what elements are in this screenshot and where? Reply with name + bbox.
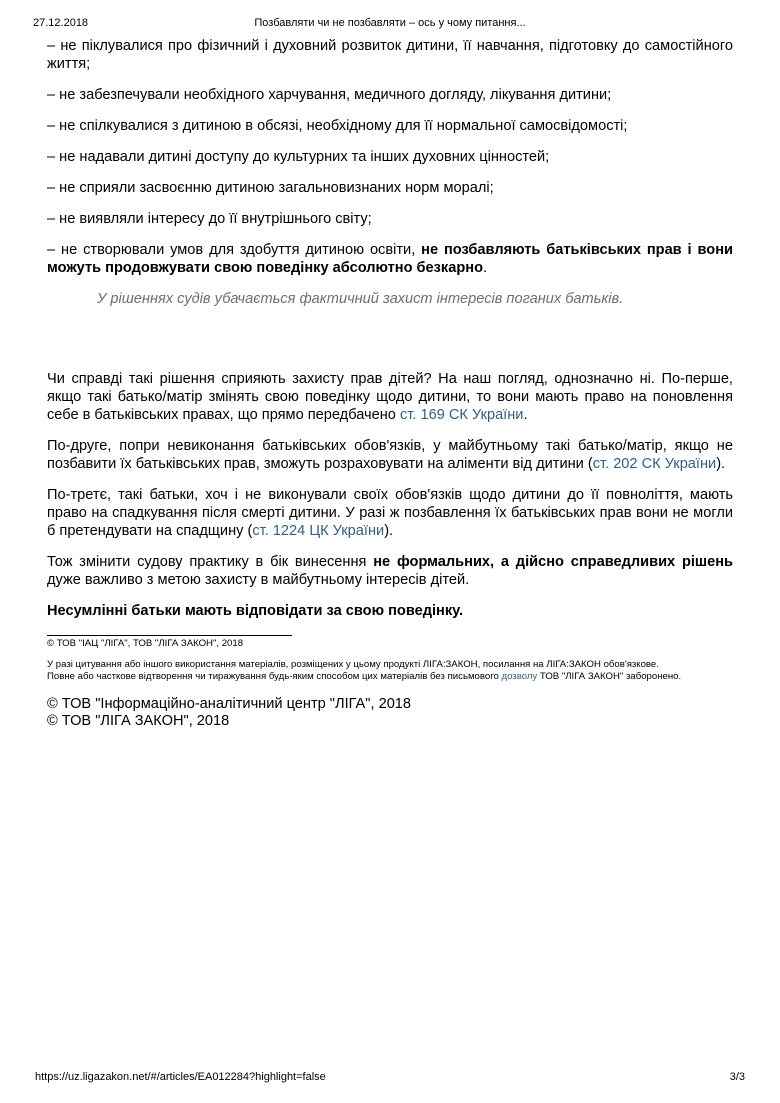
list-item: – не сприяли засвоєнню дитиною загальновизнаних норм моралі; [47,180,494,196]
paragraph-text: Тож змінити судову практику в бік винесення [47,554,374,570]
print-url: https://uz.ligazakon.net/#/articles/EA012284?highlight=false [35,1071,326,1083]
paragraph-text: Чи справді такі рішення сприяють захисту прав дітей? На наш погляд, однозначно ні. По-перше, якщо такі батько/матір змінять свою поведінку щодо дитини, то вони мають право на поновлення себе в батьківських правах, що прямо передбачено [47,371,733,423]
copyright-small: © ТОВ "ІАЦ "ЛІГА", ТОВ "ЛІГА ЗАКОН", 2018 [47,638,244,649]
emphasis-text: не позбавляють батьківських прав і вони можуть продовжувати свою поведінку абсолютно безкарно [47,242,733,276]
paragraph [47,553,733,589]
print-page-title: Позбавляти чи не позбавляти – ось у чому питання... [254,17,526,29]
list-item: – не забезпечували необхідного харчування, медичного догляду, лікування дитини; [47,87,612,103]
emphasis-text: не формальних, а дійсно справедливих рішень [373,554,734,570]
paragraph [47,486,733,540]
paragraph-text: По-друге, попри невиконання батьківських обов'язків, у майбутньому такі батько/матір, якщо не позбавити їх батьківських прав, зможуть розраховувати на аліменти від дитини ( [47,438,733,472]
list-item: – не піклувалися про фізичний і духовний розвиток дитини, її навчання, підготовку до самостійного життя; [47,38,733,72]
list-item: – не виявляли інтересу до її внутрішнього світу; [47,211,372,227]
law-link[interactable]: ст. 202 СК України [592,456,717,472]
permission-link[interactable]: дозволу [501,671,538,682]
copyright-line: © ТОВ "Інформаційно-аналітичний центр "ЛІГА", 2018 [47,696,412,712]
list-item: – не надавали дитині доступу до культурних та інших духовних цінностей; [47,149,550,165]
usage-notice-text: ТОВ "ЛІГА ЗАКОН" заборонено. [537,671,682,682]
spacer [47,321,733,370]
usage-notice-line [47,671,737,683]
usage-notice-text: Повне або часткове відтворення чи тиражування будь-яким способом цих матеріалів без письмового [47,671,502,682]
punctuation: ). [384,523,394,539]
conclusion [47,602,733,620]
paragraph-text: По-третє, такі батьки, хоч і не виконували своїх обов'язків щодо дитини до її повноліття, мають право на спадкування після смерті дитини. У разі ж позбавлення їх батьківських прав вони не могли б претендувати на спадщину ( [47,487,733,539]
law-link[interactable]: ст. 1224 ЦК України [252,523,385,539]
paragraph-text: дуже важливо з метою захисту в майбутньому інтересів дітей. [47,572,470,588]
copyright-line: © ТОВ "ЛІГА ЗАКОН", 2018 [47,713,230,729]
punctuation: ). [716,456,726,472]
paragraph [47,437,733,473]
law-link[interactable]: ст. 169 СК України [399,407,524,423]
paragraph [47,370,733,424]
article-body [47,37,733,633]
divider [47,635,292,636]
usage-notice [47,659,737,683]
list-item-last [47,241,733,277]
print-date: 27.12.2018 [33,17,89,29]
punctuation: . [483,260,488,276]
page-number: 3/3 [729,1071,745,1083]
pull-quote: У рішеннях судів убачається фактичний захист інтересів поганих батьків. [97,291,624,307]
usage-notice-line: У разі цитування або іншого використання матеріалів, розміщених у цьому продукті ЛІГА:ЗАКОН, посилання на ЛІГА:ЗАКОН обов'язкове. [47,659,659,670]
punctuation: . [523,407,528,423]
copyright-block [47,696,411,730]
conclusion-text: Несумлінні батьки мають відповідати за свою поведінку. [47,603,464,619]
list-item: – не спілкувалися з дитиною в обсязі, необхідному для її нормальної самосвідомості; [47,118,628,134]
list-item-text: – не створювали умов для здобуття дитиною освіти, [47,242,422,258]
